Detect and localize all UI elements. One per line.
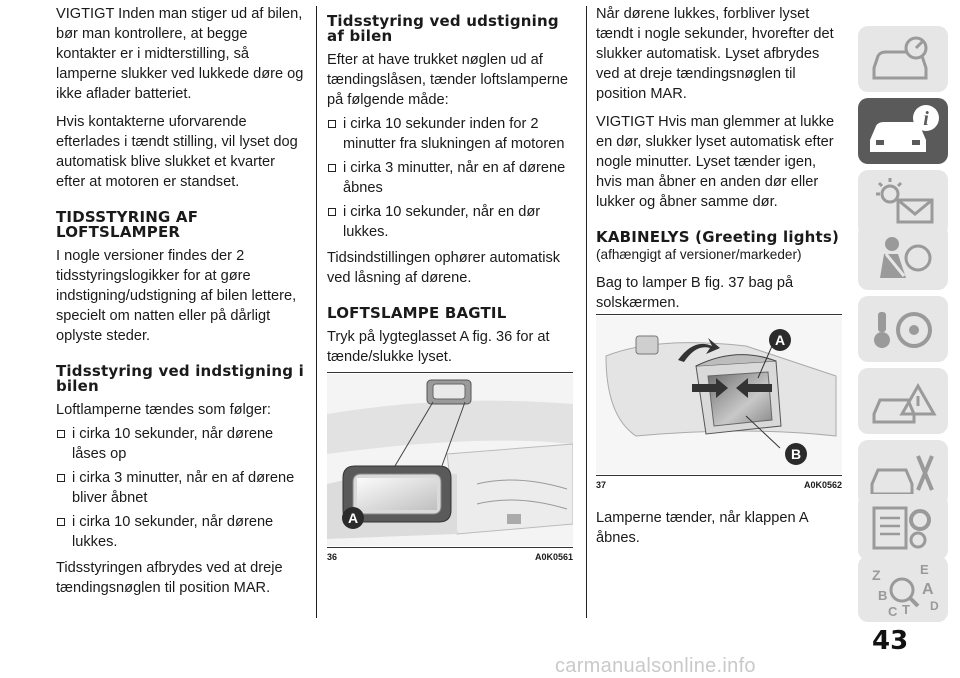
index-letter: D bbox=[930, 599, 939, 613]
list-item: i cirka 10 sekunder inden for 2 minutter fra slukningen af motoren bbox=[327, 114, 577, 154]
list-item: i cirka 3 minutter, når en af dørene åbnes bbox=[327, 158, 577, 198]
alphabet-index-icon bbox=[858, 556, 948, 622]
index-letter: Z bbox=[872, 567, 881, 583]
tab-car-dashboard[interactable] bbox=[858, 26, 948, 92]
figure-callout-b: B bbox=[790, 446, 802, 462]
list-item: i cirka 10 sekunder, når dørene lukkes. bbox=[56, 512, 306, 552]
tab-breakdown[interactable] bbox=[858, 368, 948, 434]
column-1 bbox=[56, 4, 306, 606]
paragraph: Hvis kontakterne uforvarende efterlades i tændt stilling, vil lyset dog automatisk blive slukket et kvarter efter at motoren er standset. bbox=[56, 114, 298, 190]
car-info-icon bbox=[858, 98, 948, 164]
column-3 bbox=[596, 4, 846, 321]
section-heading: KABINELYS (Greeting lights) bbox=[596, 228, 840, 246]
section-heading: TIDSSTYRING AF LOFTSLAMPER bbox=[56, 208, 199, 241]
paragraph: I nogle versioner findes der 2 tidsstyringslogikker for at gøre indstigning/udstigning af bilen lettere, specielt om natten eller på dårligt oplyste steder. bbox=[56, 248, 297, 344]
figure-code: A0K0561 bbox=[534, 552, 573, 562]
figure-code: A0K0562 bbox=[803, 480, 842, 490]
car-dashboard-icon bbox=[858, 26, 948, 92]
sun-visor-lamps-illustration bbox=[596, 316, 842, 474]
subtitle: (afhængigt af versioner/markeder) bbox=[596, 247, 802, 262]
figure-37 bbox=[596, 314, 842, 490]
steering-wheel-key-icon bbox=[858, 296, 948, 362]
index-letter: E bbox=[920, 562, 929, 577]
paragraph: Lamperne tænder, når klappen A åbnes. bbox=[596, 510, 808, 546]
paragraph: Bag to lamper B fig. 37 bag på solskærmen. bbox=[596, 275, 794, 311]
column-divider bbox=[586, 6, 587, 618]
index-letter: B bbox=[878, 588, 888, 603]
paragraph: VIGTIGT Hvis man glemmer at lukke en dør, slukker lyset automatisk efter nogle minutter. Lyset tænder igen, hvis man åbner en anden dør eller lukker og åbner samme dør. bbox=[596, 114, 835, 210]
list-item: i cirka 10 sekunder, når dørene låses op bbox=[56, 424, 306, 464]
paragraph: Tryk på lygteglasset A fig. 36 for at tænde/slukke lyset. bbox=[327, 329, 550, 365]
rear-ceiling-lamp-illustration bbox=[327, 374, 573, 546]
page-number: 43 bbox=[872, 626, 909, 656]
paragraph: VIGTIGT Inden man stiger ud af bilen, bør man kontrollere, at begge kontakter er i midterstilling, så lamperne slukker ved lukkede døre og ikke aflader batteriet. bbox=[56, 6, 304, 102]
figure-number: 36 bbox=[327, 552, 338, 562]
bullet-list bbox=[56, 424, 306, 552]
column-2 bbox=[327, 4, 577, 375]
tab-steering-wheel-key[interactable] bbox=[858, 296, 948, 362]
figure-36 bbox=[327, 372, 573, 562]
tab-airbag-seatbelt[interactable] bbox=[858, 224, 948, 290]
paragraph: Tidsindstillingen ophører automatisk ved låsning af dørene. bbox=[327, 250, 561, 286]
list-item: i cirka 3 minutter, når en af dørene bliver åbnet bbox=[56, 468, 306, 508]
info-glyph: i bbox=[923, 108, 929, 130]
airbag-seatbelt-icon bbox=[858, 224, 948, 290]
index-letter: A bbox=[922, 581, 934, 598]
section-heading: Tidsstyring ved indstigning i bilen bbox=[56, 362, 304, 395]
paragraph: Tidsstyringen afbrydes ved at dreje tændingsnøglen til position MAR. bbox=[56, 560, 283, 596]
paragraph: Loftlamperne tændes som følger: bbox=[56, 402, 271, 418]
specs-gears-icon bbox=[858, 494, 948, 560]
bullet-list bbox=[327, 114, 577, 242]
watermark: carmanualsonline.info bbox=[555, 655, 756, 677]
section-heading: LOFTSLAMPE BAGTIL bbox=[327, 304, 507, 322]
paragraph: Efter at have trukket nøglen ud af tændingslåsen, tænder loftslamperne på følgende måde: bbox=[327, 52, 568, 108]
index-letter: C bbox=[888, 604, 898, 619]
breakdown-triangle-icon bbox=[858, 368, 948, 434]
tab-alphabetical-index[interactable] bbox=[858, 556, 948, 622]
figure-callout-a: A bbox=[774, 332, 786, 348]
paragraph: Når dørene lukkes, forbliver lyset tændt i nogle sekunder, hvorefter det slukker automatisk. Lyset afbrydes ved at dreje tændingsnøglen til position MAR. bbox=[596, 6, 834, 102]
column-divider bbox=[316, 6, 317, 618]
section-heading: Tidsstyring ved udstigning af bilen bbox=[327, 12, 559, 45]
figure-callout-a: A bbox=[347, 510, 359, 526]
tab-car-info[interactable] bbox=[858, 98, 948, 164]
tab-specs[interactable] bbox=[858, 494, 948, 560]
index-letter: T bbox=[902, 602, 910, 617]
list-item: i cirka 10 sekunder, når en dør lukkes. bbox=[327, 202, 577, 242]
figure-number: 37 bbox=[596, 480, 607, 490]
